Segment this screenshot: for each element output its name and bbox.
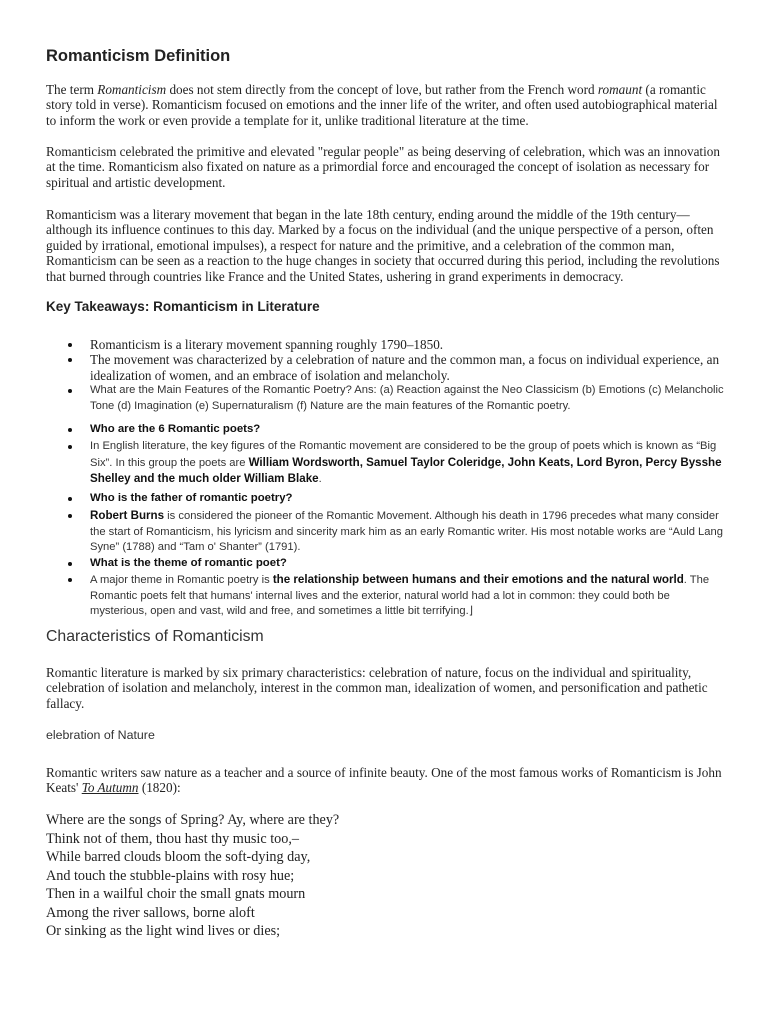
intro-paragraph-1 xyxy=(46,82,726,128)
list-item-text: The movement was characterized by a celebration of nature and the common man, a focus on individual experience, an idealization of women, and an embrace of isolation and melancholy. xyxy=(90,352,720,383)
list-item-text: What are the Main Features of the Romantic Poetry? Ans: (a) Reaction against the Neo Classicism (b) Emotions (c) Melancholic Tone (d) Imagination (e) Supernaturalism (f) Nature are the main features of the Romantic poetry. xyxy=(90,384,724,412)
bullet-icon xyxy=(68,428,72,432)
key-takeaways-heading: Key Takeaways: Romanticism in Literature xyxy=(46,299,320,314)
question-text: What is the theme of romantic poet? xyxy=(90,556,287,569)
faq-answer xyxy=(46,572,726,620)
question-text: Who is the father of romantic poetry? xyxy=(90,492,293,504)
question-text: Who are the 6 Romantic poets? xyxy=(90,423,261,435)
list-item xyxy=(46,383,726,414)
intro-text: (a romantic story told in verse). Romanticism focused on emotions and the inner life of the writer, and often used autobiographical material to inform the work or even provide a template for it, unlike traditional literature at the time. xyxy=(46,82,718,128)
intro-text: The term xyxy=(46,82,98,97)
answer-text: . The Romantic poets felt that humans' internal lives and the exterior, natural world had a lot in common: they could both be mysterious, open and vast, wild and free, and sometimes a little bit terrifying. xyxy=(90,574,710,618)
nature-text: (1820): xyxy=(138,780,181,796)
theme-text: the relationship between humans and their emotions and the natural world xyxy=(272,573,684,587)
answer-text: is considered the pioneer of the Romantic Movement. Although his death in 1796 precedes what many consider the start of Romanticism, his lyricism and sincerity mark him as an early Romantic writer. His most notable works are “Auld Lang Syne” (1788) and “Tam o' Shanter” (1791). xyxy=(90,510,723,554)
list-item-text: Romanticism is a literary movement spanning roughly 1790–1850. xyxy=(90,337,444,352)
page-title: Romanticism Definition xyxy=(46,47,231,65)
faq-answer xyxy=(46,508,726,556)
bullet-icon xyxy=(68,562,72,566)
poem-line: Or sinking as the light wind lives or dies; xyxy=(46,923,281,939)
answer-text: In English literature, the key figures of the Romantic movement are considered to be the group of poets which is known as “Big Six”. In this group the poets are xyxy=(90,440,717,469)
key-takeaways-list xyxy=(46,337,726,414)
poem-line: Then in a wailful choir the small gnats mourn xyxy=(46,886,306,902)
answer-text: . xyxy=(318,473,322,486)
faq-question xyxy=(46,422,726,437)
celebration-of-nature-heading: elebration of Nature xyxy=(46,728,155,742)
faq-list-1 xyxy=(46,422,726,488)
poem-line: While barred clouds bloom the soft-dying day, xyxy=(46,849,311,865)
characteristics-paragraph: Romantic literature is marked by six primary characteristics: celebration of nature, focus on the individual and spirituality, celebration of isolation and melancholy, interest in the common man, idealization of women, and personification and pathetic fallacy. xyxy=(46,665,708,711)
bullet-icon xyxy=(68,358,72,362)
intro-paragraph-2: Romanticism celebrated the primitive and elevated "regular people" as being deserving of celebration, which was an innovation at the time. Romanticism also fixated on nature as a primordial force and encouraged the concept of isolation as necessary for spiritual and artistic development. xyxy=(46,144,720,190)
bullet-icon xyxy=(68,445,72,449)
nature-text: Romantic writers saw nature as a teacher and a source of infinite beauty. One of the most famous works of Romanticism is John Keats' xyxy=(46,765,722,796)
to-autumn-link[interactable]: To Autumn xyxy=(81,780,139,796)
list-item xyxy=(46,352,726,383)
poem-excerpt xyxy=(46,811,339,941)
list-item xyxy=(46,337,726,352)
poet-names: William Wordsworth, Samuel Taylor Coleridge, John Keats, Lord Byron, Percy Bysshe Shelley and the much older William Blake xyxy=(90,455,722,486)
robert-burns: Robert Burns xyxy=(90,509,165,523)
faq-question xyxy=(46,556,726,571)
characteristics-heading: Characteristics of Romanticism xyxy=(46,628,264,645)
answer-text: A major theme in Romantic poetry is xyxy=(90,574,273,587)
faq-answer xyxy=(46,439,726,488)
poem-line: Where are the songs of Spring? Ay, where are they? xyxy=(46,812,340,828)
term-romanticism: Romanticism xyxy=(97,82,167,97)
bullet-icon xyxy=(68,497,72,501)
bullet-icon xyxy=(68,578,72,582)
bullet-icon xyxy=(68,343,72,347)
bullet-icon xyxy=(68,389,72,393)
intro-text: does not stem directly from the concept of love, but rather from the French word xyxy=(166,82,598,97)
bullet-icon xyxy=(68,514,72,518)
poem-line: Among the river sallows, borne aloft xyxy=(46,904,255,921)
corner-mark: ⌋ xyxy=(468,605,474,618)
nature-paragraph xyxy=(46,765,726,796)
faq-list-2 xyxy=(46,491,726,620)
intro-paragraph-3: Romanticism was a literary movement that began in the late 18th century, ending around the middle of the 19th century—although its influence continues to this day. Marked by a focus on the individual (and the unique perspective of a person, often guided by irrational, emotional impulses), a respect for nature and the primitive, and a celebration of the common man, Romanticism can be seen as a reaction to the huge changes in society that occurred during this period, including the revolutions that burned through countries like France and the United States, ushering in grand experiments in democracy. xyxy=(46,207,720,284)
faq-question xyxy=(46,491,726,506)
term-romaunt: romaunt xyxy=(597,82,643,97)
poem-line: And touch the stubble-plains with rosy hue; xyxy=(46,867,295,884)
poem-line: Think not of them, thou hast thy music too,– xyxy=(46,830,299,847)
